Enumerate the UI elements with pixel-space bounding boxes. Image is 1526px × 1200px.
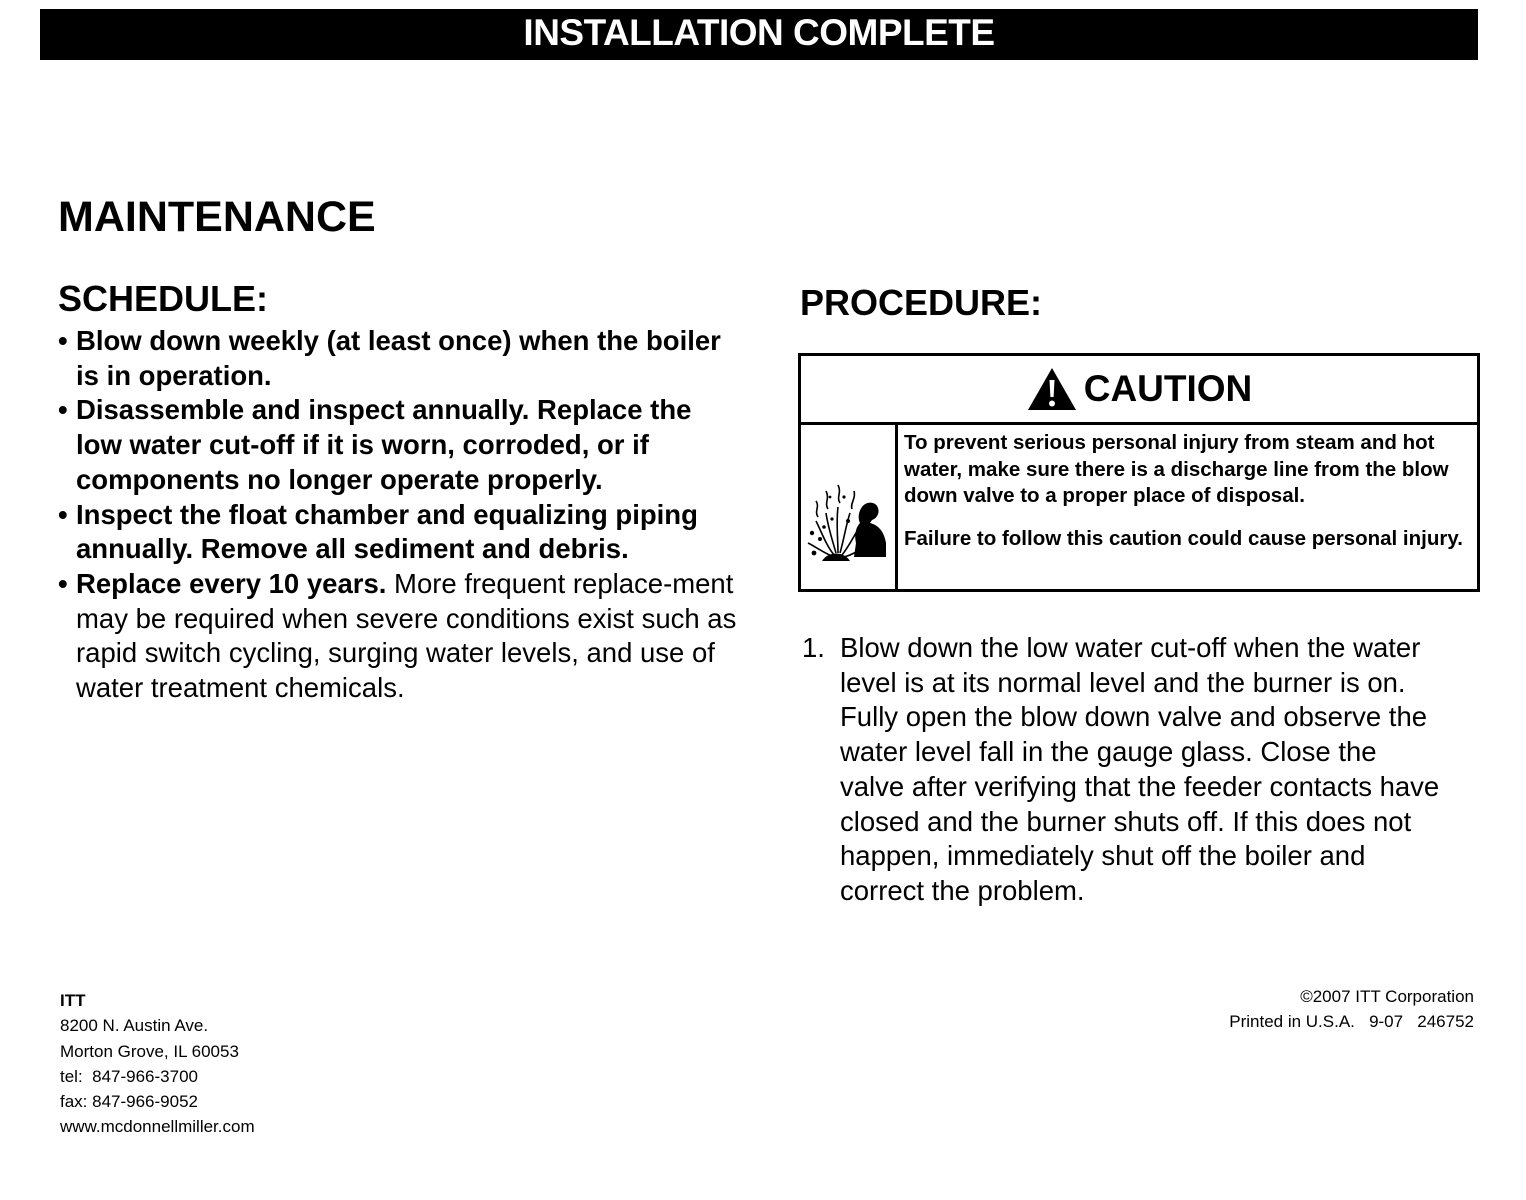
schedule-item <box>58 393 738 497</box>
schedule-heading: SCHEDULE: <box>58 278 269 319</box>
steam-burn-hazard-icon <box>804 477 892 567</box>
company-address <box>60 988 255 1140</box>
warning-triangle-icon <box>1026 366 1078 412</box>
caution-paragraph-1: To prevent serious personal injury from steam and hot water, make sure there is a discharge line from the blow down valve to a proper place of disposal. <box>904 431 1449 507</box>
bullet-icon: • <box>58 394 68 426</box>
caution-box <box>798 353 1480 592</box>
schedule-item-bold: Inspect the float chamber and equalizing piping annually. Remove all sediment and debris. <box>76 498 698 565</box>
caution-text <box>904 430 1469 568</box>
procedure-step <box>802 631 1442 909</box>
bullet-icon: • <box>58 325 68 356</box>
schedule-item-bold: Replace every 10 years. <box>76 567 387 599</box>
procedure-heading: PROCEDURE: <box>800 282 1043 323</box>
caution-pictogram-cell <box>801 425 898 589</box>
company-name: ITT <box>60 991 86 1010</box>
step-text: Blow down the low water cut-off when the water level is at its normal level and the burner is on. Fully open the blow down valve and observe the water level fall in the gauge glass. Close the valve after verifying that the feeder contacts have closed and the burner shuts off. If this does not happen, immediately shut off the boiler and correct the problem. <box>840 632 1440 906</box>
installation-complete-banner <box>40 9 1478 60</box>
banner-title: INSTALLATION COMPLETE <box>523 12 995 53</box>
city-address: Morton Grove, IL 60053 <box>60 1041 239 1061</box>
print-info: Printed in U.S.A. 9-07 246752 <box>1229 1012 1474 1032</box>
maintenance-heading: MAINTENANCE <box>58 193 376 241</box>
bullet-icon: • <box>58 567 68 599</box>
schedule-item <box>58 498 738 567</box>
caution-paragraph-2: Failure to follow this caution could cause personal injury. <box>904 526 1463 550</box>
step-number: 1. <box>802 632 825 663</box>
schedule-item <box>58 324 738 393</box>
caution-title: CAUTION <box>1083 368 1253 409</box>
schedule-item-bold: Blow down weekly (at least once) when the boiler is in operation. <box>76 325 721 391</box>
fax: fax: 847-966-9052 <box>60 1092 198 1112</box>
copyright: ©2007 ITT Corporation <box>1300 987 1474 1006</box>
schedule-list <box>58 324 738 706</box>
procedure-steps <box>802 631 1442 909</box>
telephone: tel: 847-966-3700 <box>60 1066 198 1086</box>
street-address: 8200 N. Austin Ave. <box>60 1016 209 1036</box>
caution-header <box>801 356 1477 425</box>
website: www.mcdonnellmiller.com <box>60 1117 255 1137</box>
schedule-item-bold: Disassemble and inspect annually. Replace the low water cut-off if it is worn, corroded, or if components no longer operate properly. <box>76 394 692 495</box>
bullet-icon: • <box>58 498 68 530</box>
schedule-item <box>58 567 738 706</box>
copyright-block <box>1229 984 1474 1035</box>
schedule-item-text: More frequent replace-ment may be required when severe conditions exist such as rapid switch cycling, surging water levels, and use of water treatment chemicals. <box>76 567 737 704</box>
